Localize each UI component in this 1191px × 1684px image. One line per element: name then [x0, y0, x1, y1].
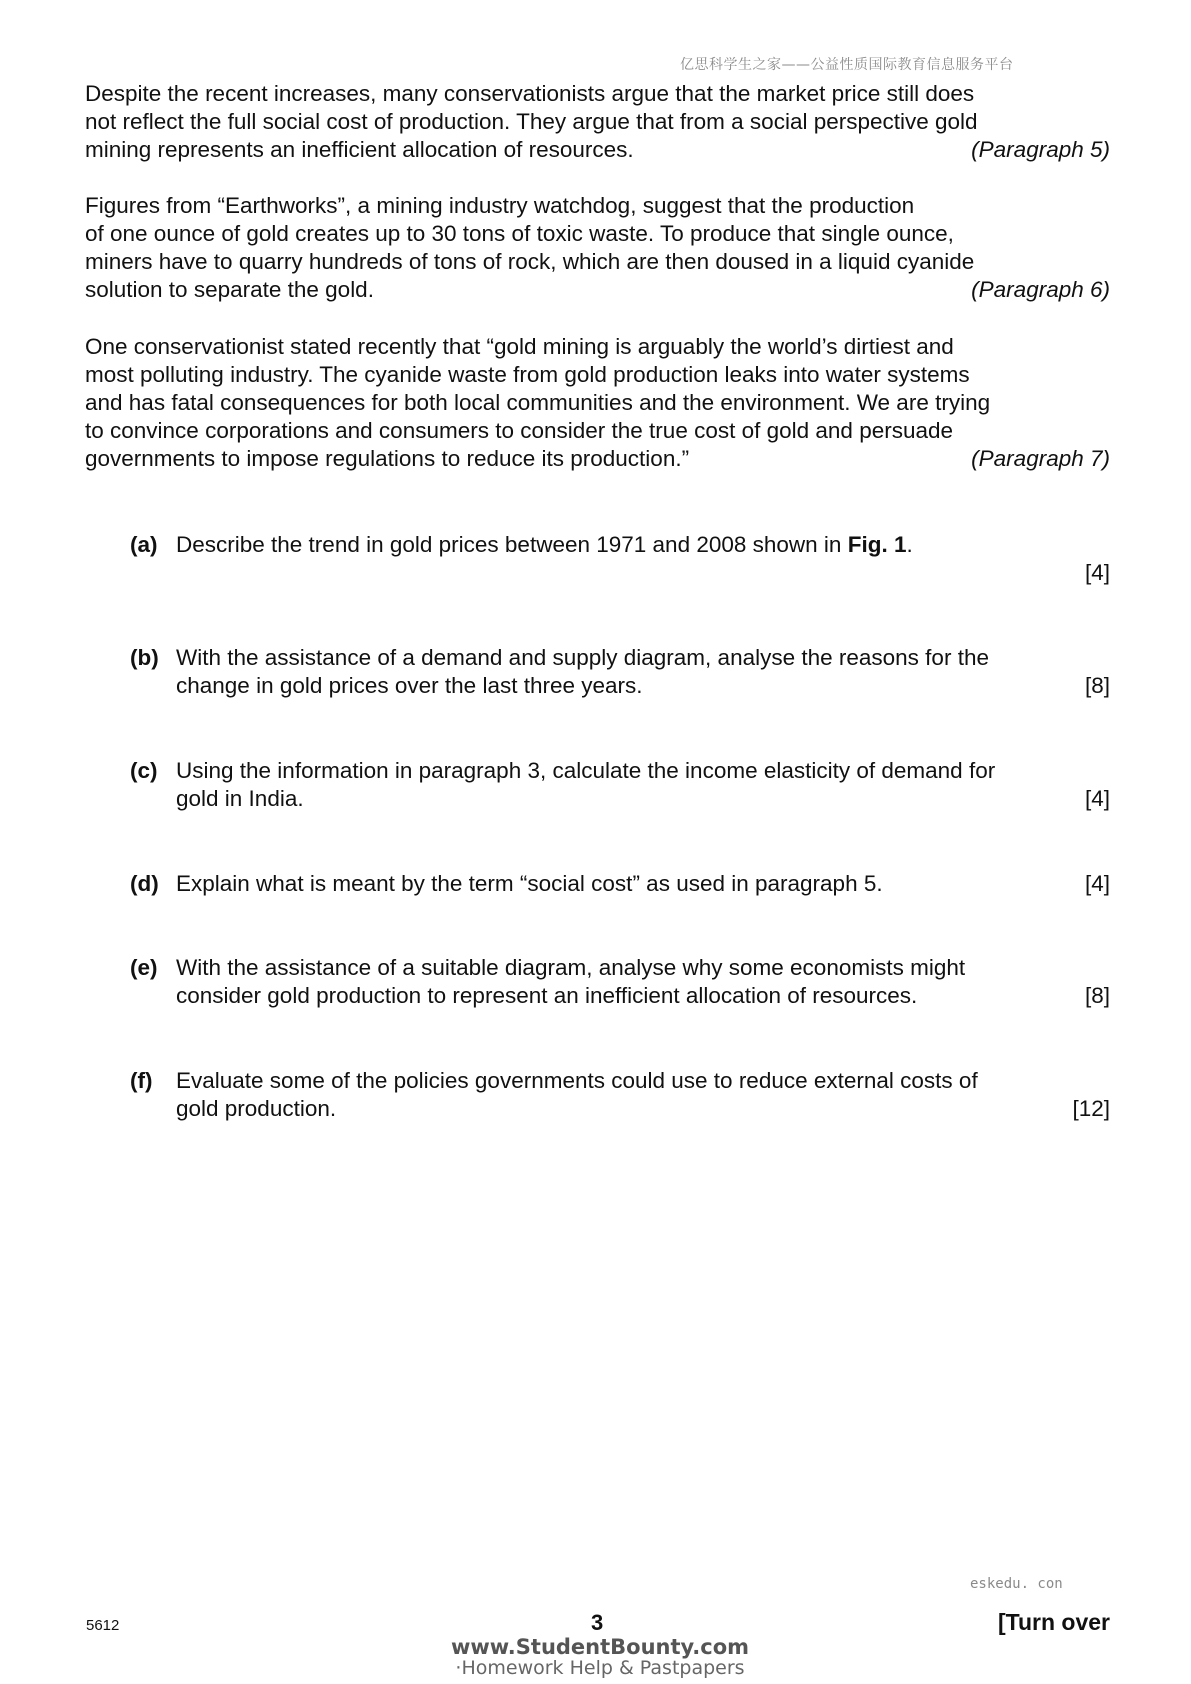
paragraph-reference: (Paragraph 6)	[971, 277, 1110, 302]
question-line: change in gold prices over the last three years.	[176, 673, 643, 698]
question-marks: [4]	[1084, 560, 1110, 585]
question-line: gold production.	[176, 1096, 337, 1121]
question-label: (e)	[130, 955, 158, 980]
paragraph-line: governments to impose regulations to reduce its production.”	[85, 446, 690, 471]
paragraph-reference: (Paragraph 7)	[971, 446, 1110, 471]
paragraph-line: most polluting industry. The cyanide waste from gold production leaks into water systems	[85, 362, 970, 387]
question-line: Evaluate some of the policies governments could use to reduce external costs of	[176, 1068, 978, 1093]
paper-code: 5612	[86, 1617, 120, 1634]
paragraph-line: to convince corporations and consumers to consider the true cost of gold and persuade	[85, 418, 954, 443]
paragraph-line: of one ounce of gold creates up to 30 tons of toxic waste. To produce that single ounce,	[85, 221, 954, 246]
logo-tagline: ·Homework Help & Pastpapers	[455, 1657, 745, 1679]
paragraph-7	[85, 333, 1110, 473]
header-watermark: 亿思科学生之家——公益性质国际教育信息服务平台	[680, 57, 1014, 73]
paragraph-5	[85, 80, 1110, 164]
paragraph-line: One conservationist stated recently that “gold mining is arguably the world’s dirtiest and	[85, 334, 954, 359]
question-line: With the assistance of a demand and supply diagram, analyse the reasons for the	[176, 645, 989, 670]
question-label: (a)	[130, 532, 158, 557]
page-number: 3	[591, 1610, 604, 1635]
question-text	[176, 954, 1076, 1010]
paragraph-line: not reflect the full social cost of production. They argue that from a social perspective gold	[85, 109, 978, 134]
question-text-part: Describe the trend in gold prices between 1971 and 2008 shown in	[176, 532, 848, 557]
question-label: (f)	[130, 1068, 153, 1093]
question-marks: [4]	[1084, 871, 1110, 896]
question-line: Explain what is meant by the term “social cost” as used in paragraph 5.	[176, 871, 883, 896]
question-line: Using the information in paragraph 3, calculate the income elasticity of demand for	[176, 758, 996, 783]
question-label: (d)	[130, 871, 159, 896]
question-text	[176, 757, 1076, 813]
paragraph-line: solution to separate the gold.	[85, 277, 374, 302]
paragraph-line: Despite the recent increases, many conservationists argue that the market price still does	[85, 81, 975, 106]
question-text-part: .	[906, 532, 913, 557]
question-text	[176, 870, 1076, 898]
question-line: consider gold production to represent an inefficient allocation of resources.	[176, 983, 918, 1008]
question-marks: [8]	[1084, 673, 1110, 698]
paragraph-line: mining represents an inefficient allocation of resources.	[85, 137, 634, 162]
question-label: (c)	[130, 758, 158, 783]
footer-watermark: eskedu. con	[970, 1576, 1063, 1592]
question-marks: [4]	[1084, 786, 1110, 811]
question-line: gold in India.	[176, 786, 304, 811]
question-line: With the assistance of a suitable diagram, analyse why some economists might	[176, 955, 966, 980]
paragraph-reference: (Paragraph 5)	[971, 137, 1110, 162]
paragraph-line: and has fatal consequences for both local communities and the environment. We are trying	[85, 390, 991, 415]
question-marks: [8]	[1084, 983, 1110, 1008]
question-text	[176, 531, 1076, 559]
question-text	[176, 644, 1076, 700]
question-text	[176, 1067, 1076, 1123]
paragraph-line: Figures from “Earthworks”, a mining industry watchdog, suggest that the production	[85, 193, 915, 218]
question-marks: [12]	[1072, 1096, 1110, 1121]
figure-reference: Fig. 1	[847, 532, 907, 557]
question-label: (b)	[130, 645, 159, 670]
paragraph-6	[85, 192, 1110, 304]
studentbounty-logo[interactable]	[440, 1636, 760, 1679]
turn-over-label: [Turn over	[997, 1609, 1110, 1635]
paragraph-line: miners have to quarry hundreds of tons of rock, which are then doused in a liquid cyanide	[85, 249, 975, 274]
logo-url[interactable]: www.StudentBounty.com	[450, 1635, 750, 1659]
